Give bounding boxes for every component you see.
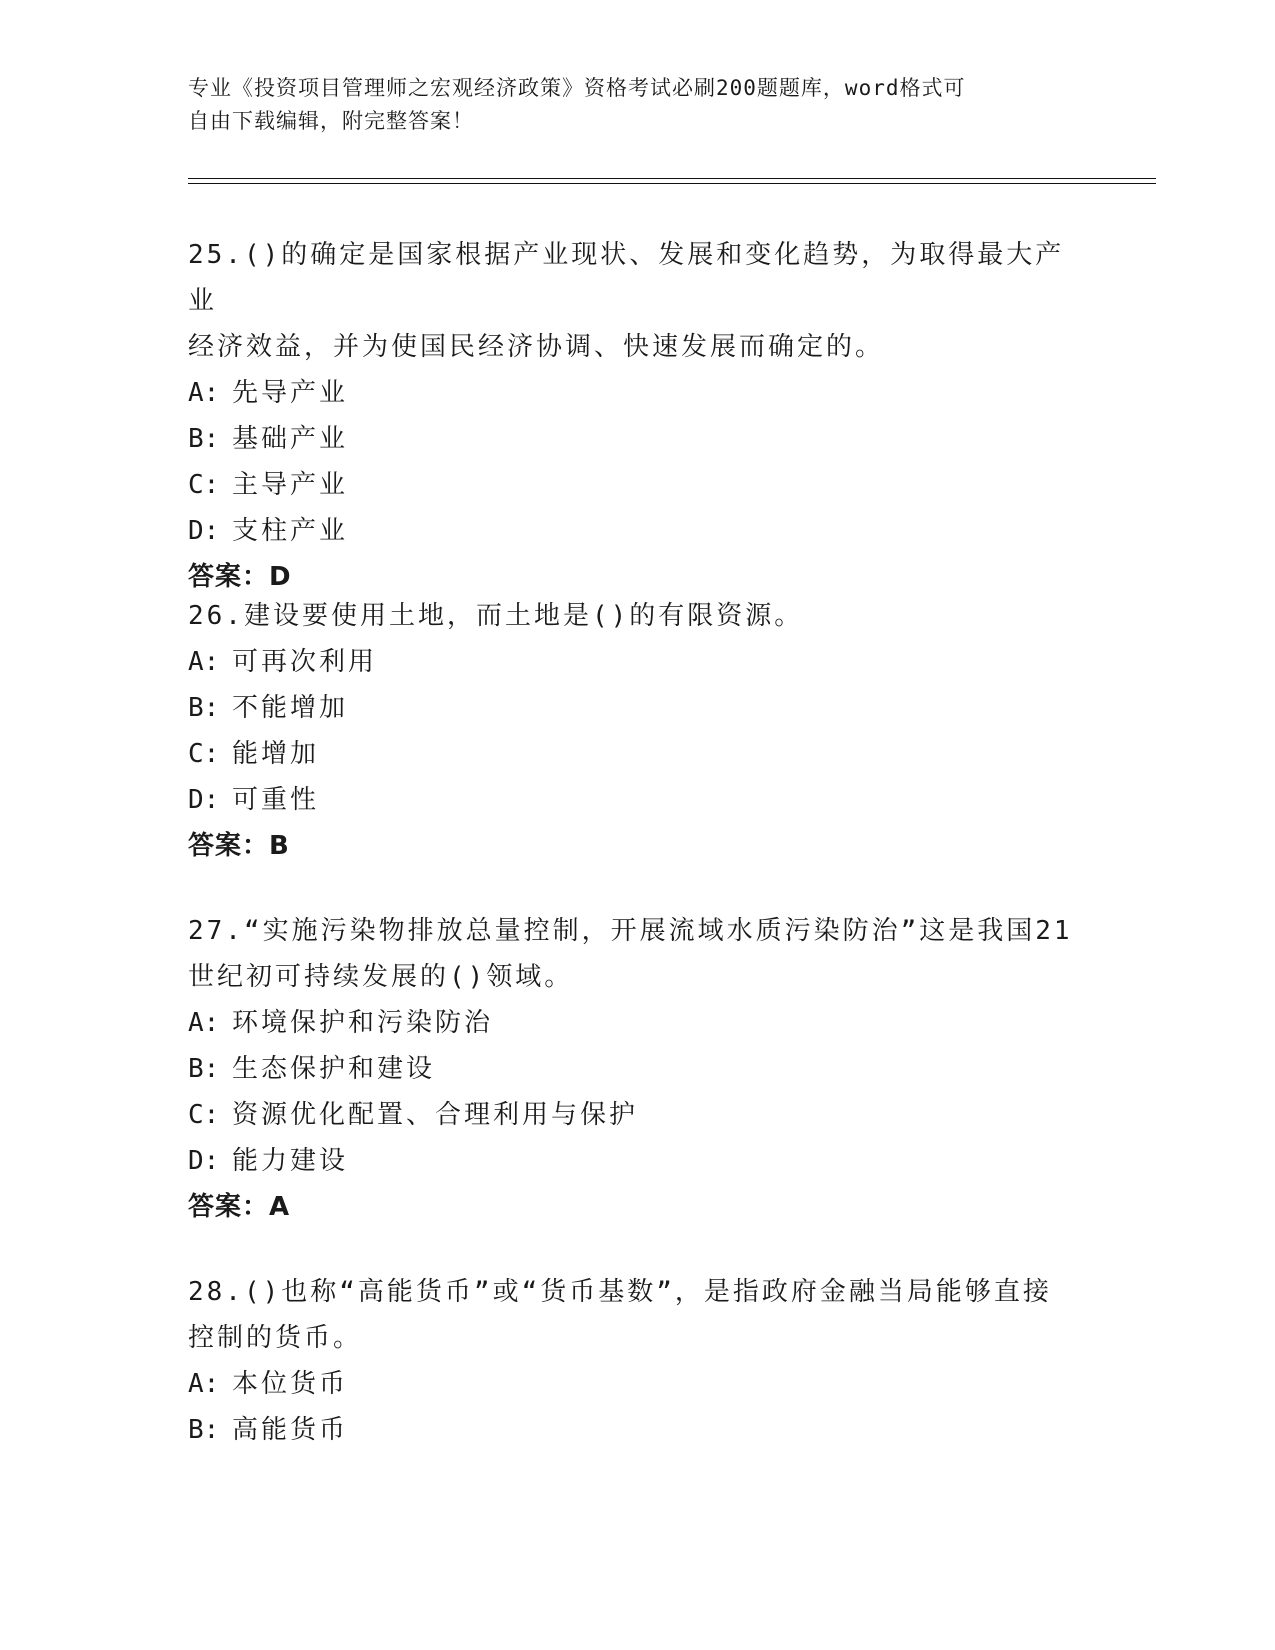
- option-key: B:: [188, 1415, 220, 1445]
- option-key: D:: [188, 785, 220, 815]
- option-c: [188, 1092, 1088, 1138]
- option-c: [188, 731, 1088, 777]
- option-text: 高能货币: [232, 1415, 349, 1445]
- answer-line: 答案：A: [188, 1192, 291, 1222]
- option-key: C:: [188, 470, 220, 500]
- option-text: 资源优化配置、合理利用与保护: [232, 1100, 639, 1130]
- option-a: [188, 1361, 1088, 1407]
- question-28: [188, 1269, 1088, 1453]
- option-key: C:: [188, 739, 220, 769]
- option-text: 不能增加: [232, 693, 349, 723]
- question-stem: 27.“实施污染物排放总量控制，开展流域水质污染防治”这是我国21: [188, 916, 1073, 946]
- question-26: [188, 593, 1088, 869]
- option-d: [188, 777, 1088, 823]
- option-key: A:: [188, 647, 220, 677]
- option-text: 先导产业: [232, 378, 349, 408]
- option-b: [188, 1046, 1088, 1092]
- option-b: [188, 416, 1088, 462]
- header-line-1: 专业《投资项目管理师之宏观经济政策》资格考试必刷200题题库，word格式可: [188, 76, 966, 100]
- option-d: [188, 508, 1088, 554]
- option-key: A:: [188, 1008, 220, 1038]
- option-text: 能增加: [232, 739, 320, 769]
- question-stem: 25.()的确定是国家根据产业现状、发展和变化趋势，为取得最大产业: [188, 240, 1065, 316]
- option-text: 可再次利用: [232, 647, 378, 677]
- header-divider-top: [188, 178, 1156, 179]
- option-a: [188, 370, 1088, 416]
- option-b: [188, 685, 1088, 731]
- option-text: 环境保护和污染防治: [232, 1008, 494, 1038]
- option-text: 基础产业: [232, 424, 349, 454]
- question-27: [188, 908, 1088, 1230]
- option-c: [188, 462, 1088, 508]
- option-key: B:: [188, 693, 220, 723]
- question-stem: 26.建设要使用土地，而土地是()的有限资源。: [188, 601, 804, 631]
- header-divider-bottom: [188, 183, 1156, 184]
- question-stem-continued: 世纪初可持续发展的()领域。: [188, 962, 574, 992]
- option-text: 可重性: [232, 785, 320, 815]
- option-text: 本位货币: [232, 1369, 349, 1399]
- question-stem: 28.()也称“高能货币”或“货币基数”，是指政府金融当局能够直接: [188, 1277, 1052, 1307]
- option-key: D:: [188, 1146, 220, 1176]
- header-line-2: 自由下载编辑，附完整答案！: [188, 109, 474, 133]
- option-key: B:: [188, 1054, 220, 1084]
- question-stem-continued: 经济效益，并为使国民经济协调、快速发展而确定的。: [188, 332, 885, 362]
- option-key: A:: [188, 1369, 220, 1399]
- option-b: [188, 1407, 1088, 1453]
- option-text: 能力建设: [232, 1146, 349, 1176]
- question-stem-continued: 控制的货币。: [188, 1323, 363, 1353]
- option-key: B:: [188, 424, 220, 454]
- option-key: D:: [188, 516, 220, 546]
- question-25: [188, 232, 1088, 600]
- option-text: 支柱产业: [232, 516, 349, 546]
- option-key: A:: [188, 378, 220, 408]
- option-a: [188, 639, 1088, 685]
- answer-line: 答案：B: [188, 831, 290, 861]
- option-d: [188, 1138, 1088, 1184]
- document-header: [188, 72, 1068, 138]
- answer-line: 答案：D: [188, 562, 292, 592]
- option-text: 主导产业: [232, 470, 349, 500]
- option-a: [188, 1000, 1088, 1046]
- option-key: C:: [188, 1100, 220, 1130]
- option-text: 生态保护和建设: [232, 1054, 436, 1084]
